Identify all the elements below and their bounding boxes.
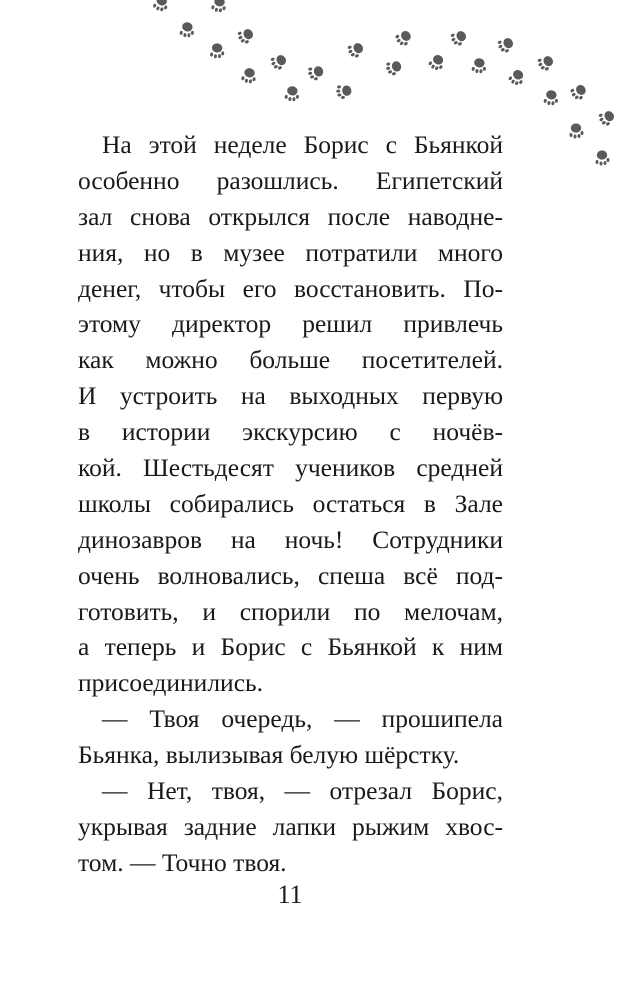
text-line: укрывая задние лапки рыжим хвос- [78,811,503,841]
paw-print-icon [592,146,614,168]
text-line: в истории экскурсию с ночёв- [78,417,503,447]
paw-print-icon [151,0,173,14]
paw-print-icon [384,57,406,79]
paw-print-icon [536,52,558,74]
paw-print-icon [239,64,261,86]
paw-print-icon [346,39,368,61]
dialogue-line: — Твоя очередь, — прошипела [102,704,503,734]
text-line: этому директор решил привлечь [78,309,503,339]
page-number: 11 [277,880,303,909]
text-line: ния, но в музее потратили много [78,237,503,267]
paw-print-icon [507,66,529,88]
text-line: особенно разошлись. Египетский [78,165,503,195]
text-line: динозавров на ночь! Сотрудники [78,524,503,554]
paw-print-icon [177,18,199,40]
paw-print-icon [541,86,563,108]
text-line: а теперь и Борис с Бьянкой к ним [78,632,503,662]
paw-print-icon [236,25,258,47]
paw-print-icon [269,51,291,73]
paw-print-icon [207,39,229,61]
text-line: кой. Шестьдесят учеников средней [78,453,503,483]
text-line: зал снова открылся после наводне- [78,201,503,231]
paw-print-icon [427,51,449,73]
paw-print-icon [569,81,591,103]
text-line: И устроить на выходных первую [78,381,503,411]
text-line: денег, чтобы его восстановить. По- [78,273,503,303]
text-line: готовить, и спорили по мелочам, [78,596,503,626]
body-text [78,127,503,881]
paw-print-icon [394,27,416,49]
paw-print-icon [209,0,231,15]
paw-print-icon [449,27,471,49]
paw-print-icon [282,82,304,104]
text-line: На этой неделе Борис с Бьянкой [102,130,503,159]
paw-print-icon [496,34,518,56]
text-line: присоединились. [78,668,264,698]
paw-print-icon [334,81,356,103]
text-line: как можно больше посетителей. [78,345,503,375]
text-line: Бьянка, вылизывая белую шёрстку. [78,740,460,770]
paw-print-icon [597,107,619,129]
paw-print-icon [469,54,491,76]
paw-print-icon [306,62,328,84]
paw-print-icon [566,119,588,141]
text-line: очень волновались, спеша всё под- [78,560,503,590]
text-line: том. — Точно твоя. [78,847,287,877]
text-line: школы собирались остаться в Зале [78,488,503,518]
dialogue-line: — Нет, твоя, — отрезал Борис, [102,776,503,806]
